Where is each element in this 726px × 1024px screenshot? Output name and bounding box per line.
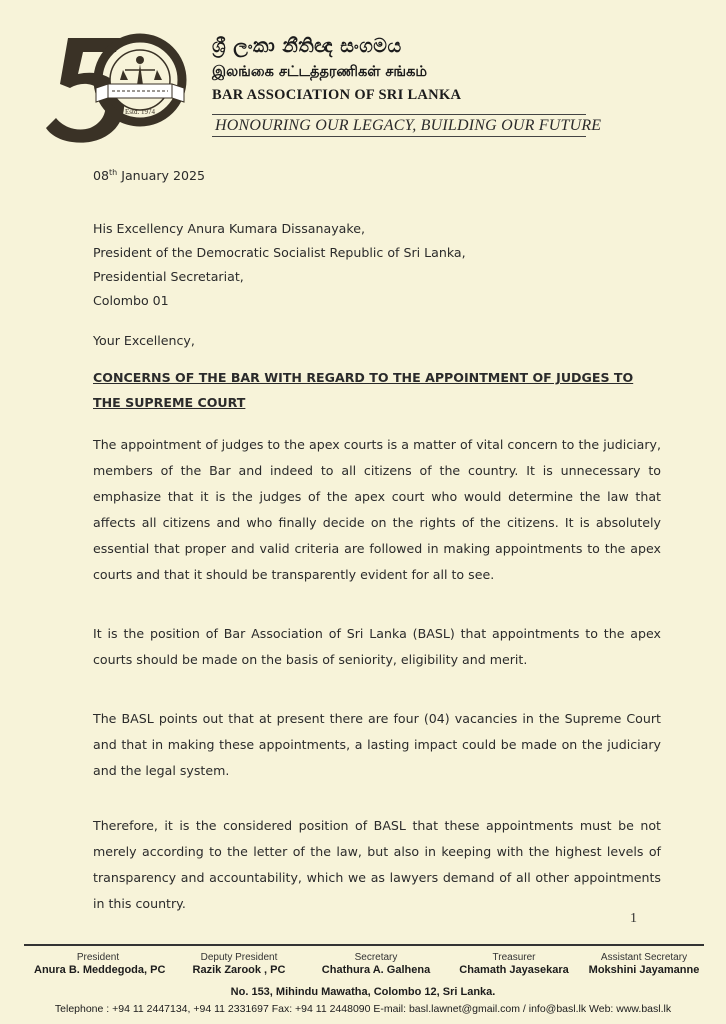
basl-50-years-logo xyxy=(28,22,198,147)
tagline: HONOURING OUR LEGACY, BUILDING OUR FUTURE xyxy=(215,117,602,134)
address-line: Colombo 01 xyxy=(93,293,169,308)
header-divider xyxy=(212,114,586,115)
paragraph: It is the position of Bar Association of Sri Lanka (BASL) that appointments to the apex courts should be made on the basis of seniority, eligibility and merit. xyxy=(93,626,661,667)
officer-name: Razik Zarook , PC xyxy=(192,964,286,976)
officer-secretary xyxy=(312,952,440,976)
tagline-divider xyxy=(212,136,586,137)
officer-role: Secretary xyxy=(354,952,398,963)
address-line: Presidential Secretariat, xyxy=(93,269,244,284)
footer-divider xyxy=(24,944,704,946)
officer-assistant-secretary xyxy=(584,952,704,976)
officer-name: Chathura A. Galhena xyxy=(321,964,431,976)
officer-name: Anura B. Meddegoda, PC xyxy=(34,964,166,976)
officer-role: Assistant Secretary xyxy=(600,952,688,963)
officer-president xyxy=(34,952,166,976)
date-day: 08 xyxy=(93,168,110,183)
officer-role: President xyxy=(76,952,120,963)
officer-deputy-president xyxy=(179,952,299,976)
subject-line: CONCERNS OF THE BAR WITH REGARD TO THE APPOINTMENT OF JUDGES TO THE SUPREME COURT xyxy=(93,370,634,410)
officers-list xyxy=(24,952,704,982)
address-line: His Excellency Anura Kumara Dissanayake, xyxy=(93,221,365,236)
officer-name: Chamath Jayasekara xyxy=(459,964,569,976)
paragraph: The BASL points out that at present there are four (04) vacancies in the Supreme Court and that in making these appointments, a lasting impact could be made on the judiciary and the legal system. xyxy=(93,711,661,778)
date-rest: January 2025 xyxy=(117,168,206,183)
org-contacts: Telephone : +94 11 2447134, +94 11 2331697 Fax: +94 11 2448090 E-mail: basl.lawnet@gmail.com / info@basl.lk Web: www.basl.lk xyxy=(54,1003,672,1015)
officer-role: Deputy President xyxy=(200,952,278,963)
org-address: No. 153, Mihindu Mawatha, Colombo 12, Sri Lanka. xyxy=(230,986,496,998)
recipient-address xyxy=(93,217,466,313)
officer-treasurer xyxy=(449,952,579,976)
paragraph: Therefore, it is the considered position of BASL that these appointments must be not merely according to the letter of the law, but also in keeping with the highest levels of transparency and accountability, which we as lawyers demand of all other appointments in this country. xyxy=(93,818,661,911)
page-number: 1 xyxy=(630,911,637,926)
org-name-english: BAR ASSOCIATION OF SRI LANKA xyxy=(212,87,462,103)
org-name-sinhala: ශ්‍රී ලංකා නීතිඥ සංගමය xyxy=(212,35,402,57)
paragraph: The appointment of judges to the apex courts is a matter of vital concern to the judiciary, members of the Bar and indeed to all citizens of the country. It is unnecessary to emphasize that it is the judges of the apex court who would determine the law that affects all citizens and who finally decide on the rights of the citizens. It is absolutely essential that proper and valid criteria are followed in making appointments to the apex courts and that it should be transparently evident for all to see. xyxy=(93,437,661,582)
date-suffix: th xyxy=(109,167,118,177)
officer-name: Mokshini Jayamanne xyxy=(588,964,700,976)
salutation: Your Excellency, xyxy=(93,333,195,348)
address-line: President of the Democratic Socialist Republic of Sri Lanka, xyxy=(93,245,466,260)
logo-est-text: Estd. 1974 xyxy=(125,108,155,116)
org-name-tamil: இலங்கை சட்டத்தரணிகள் சங்கம் xyxy=(212,64,428,80)
letter-date xyxy=(93,168,205,183)
officer-role: Treasurer xyxy=(492,952,536,963)
